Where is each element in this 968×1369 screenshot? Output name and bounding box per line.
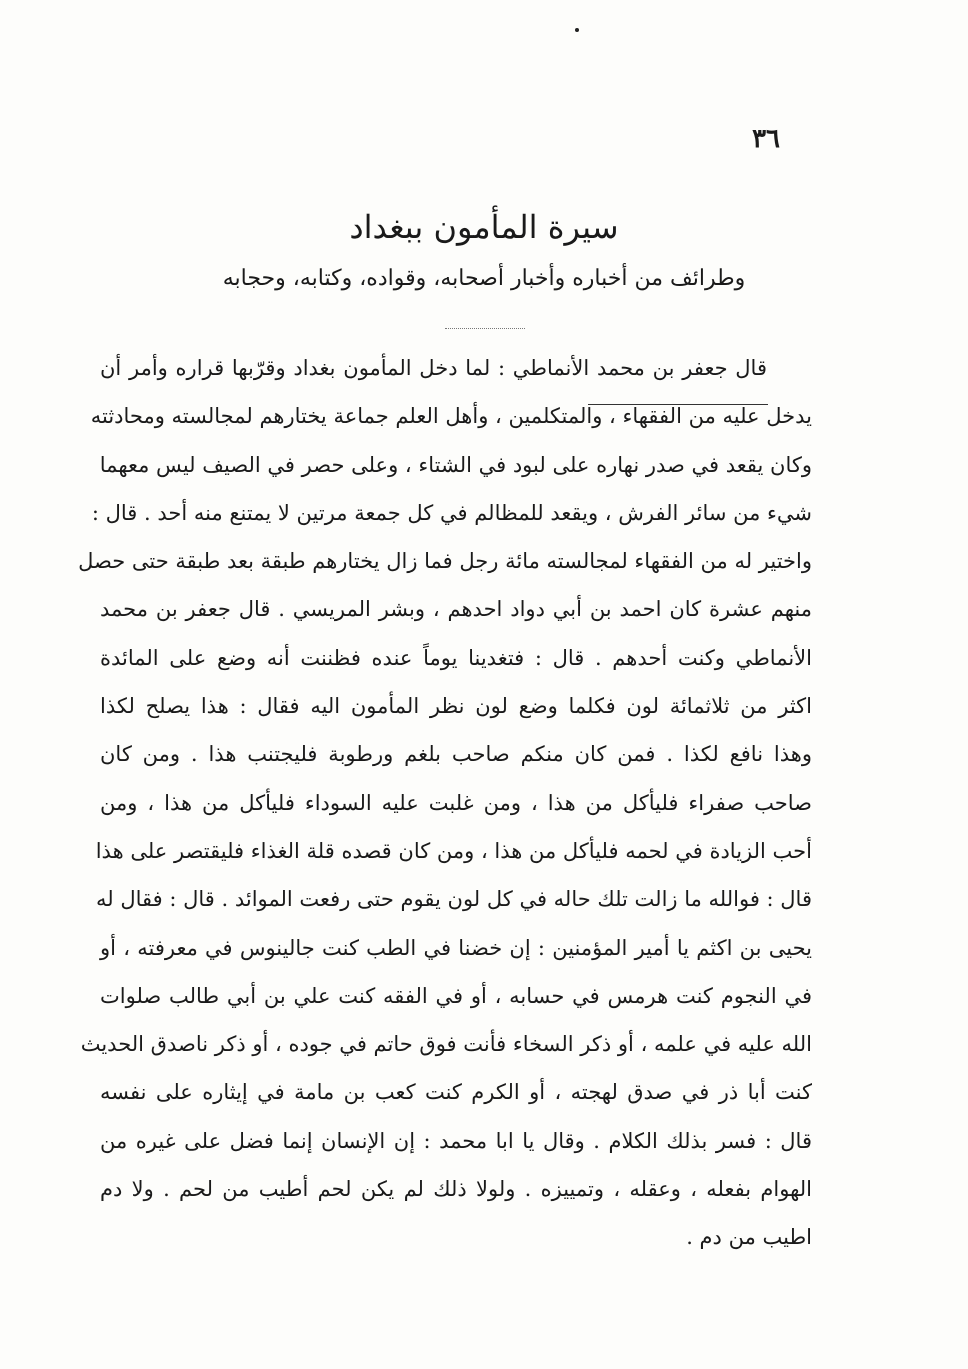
text-line: أحب الزيادة في لحمه فليأكل من هذا ، ومن كان قصده قلة الغذاء فليقتصر على هذا [95,838,812,863]
text-line: واختير له من الفقهاء لمجالسته مائة رجل فما زال يختارهم طبقة بعد طبقة حتى حصل [78,549,812,574]
chapter-title: سيرة المأمون ببغداد [349,208,619,246]
page-number: ٣٦ [752,124,780,154]
text-line: قال : فسر بذلك الكلام . وقال يا ابا محمد : إن الإنسان إنما فضل على غيره من [100,1128,812,1153]
text-line: اكثر من ثلاثمائة لون فكلما وضع لون نظر المأمون اليه فقال : هذا يصلح لكذا [100,694,812,719]
text-line: شيء من سائر الفرش ، ويقعد للمظالم في كل جمعة مرتين لا يمتنع منه أحد . قال : [91,500,812,525]
title-divider [445,328,525,329]
text-line: في النجوم كنت هرمس في حسابه ، أو في الفقه كنت علي بن أبي طالب صلوات [100,983,812,1008]
ink-dot [575,28,579,32]
text-line: منهم عشرة كان احمد بن أبي دواد احدهم ، وبشر المريسي . قال جعفر بن محمد [100,597,812,622]
text-line: وهذا نافع لكذا . فمن كان منكم صاحب بلغم ورطوبة فليجتنب هذا . ومن كان [100,742,812,767]
text-line: يحيى بن اكثم يا أمير المؤمنين : إن خضنا في الطب كنت جالينوس في معرفته ، أو [100,935,812,960]
text-line: قال : فوالله ما زالت تلك حاله في كل لون يقوم حتى رفعت الموائد . قال : فقال له [96,887,812,912]
text-line: قال جعفر بن محمد الأنماطي : لما دخل المأمون بغداد وقرّبها قراره وأمر أن [100,356,767,380]
text-line: الأنماطي وكنت أحدهم . قال : فتغدينا يوماً عنده فظننت أنه وضع على المائدة [100,645,812,670]
text-line: الله عليه في علمه ، أو ذكر السخاء فأنت فوق حاتم في جوده ، أو ذكر ناصدق الحديث [80,1032,812,1057]
text-line: الهوام بفعله ، وعقله ، وتمييزه . ولولا ذلك لم يكن لحم أطيب من لحم . ولا دم [100,1177,812,1202]
chapter-subtitle: وطرائف من أخباره وأخبار أصحابه، وقواده، وكتابه، وحجابه [222,266,746,291]
text-line: كنت أبا ذر في صدق لهجته ، أو الكرم كنت كعب بن مامة في إيثاره على نفسه [100,1080,812,1105]
body-paragraph [78,344,812,1262]
text-line: صاحب صفراء فليأكل من هذا ، ومن غلبت عليه السوداء فليأكل من هذا ، ومن [100,790,812,815]
text-line: يدخل عليه من الفقهاء ، والمتكلمين ، وأهل العلم جماعة يختارهم لمجالسته ومحادثته [90,404,812,429]
text-line: وكان يقعد في صدر نهاره على لبود في الشتاء ، وعلى حصر في الصيف ليس معهما [99,452,812,477]
text-line: اطيب من دم . [686,1225,812,1250]
